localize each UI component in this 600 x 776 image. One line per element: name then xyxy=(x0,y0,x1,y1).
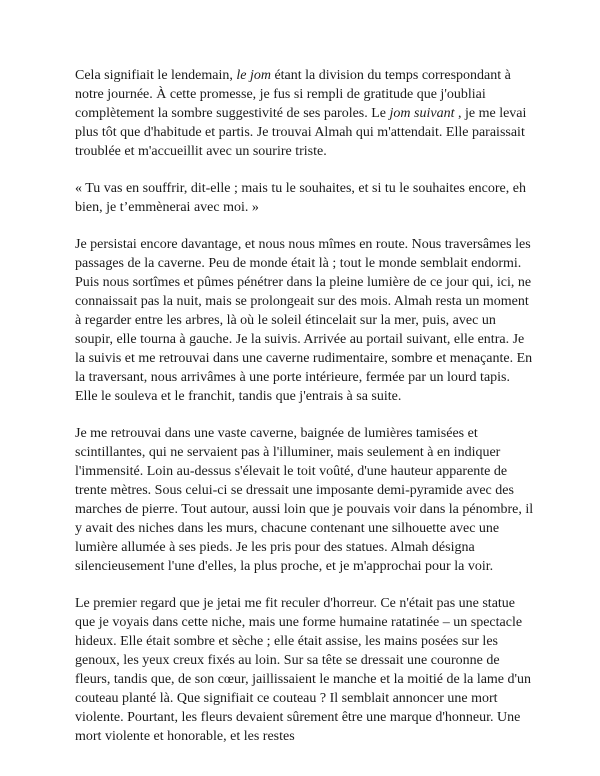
paragraph-1 xyxy=(75,66,535,161)
text-run: Je persistai encore davantage, et nous nous mîmes en route. Nous traversâmes les passages de la caverne. Peu de monde était là ; tout le monde semblait endormi. Puis nous sortîmes et pûmes pénétrer dans la pleine lumière de ce jour qui, ici, ne connaissait pas la nuit, mais se prolongeait sur des mois. Almah resta un moment à regarder entre les arbres, là où le soleil étincelait sur la mer, puis, avec un soupir, elle tourna à gauche. Je la suivis. Arrivée au portail suivant, elle entra. Je la suivis et me retrouvai dans une caverne rudimentaire, sombre et menaçante. En la traversant, nous arrivâmes à une porte intérieure, fermée par un lourd tapis. Elle le souleva et le franchit, tandis que j'entrais à sa suite. xyxy=(75,237,533,404)
italic-term-le-jom: le jom xyxy=(236,68,271,83)
paragraph-4 xyxy=(75,424,535,576)
paragraph-2-dialogue xyxy=(75,179,535,217)
text-run: Je me retrouvai dans une vaste caverne, baignée de lumières tamisées et scintillantes, qui ne servaient pas à l'illuminer, mais seulement à en indiquer l'immensité. Loin au-dessus s'élevait le toit voûté, d'une hauteur apparente de trente mètres. Sous celui-ci se dressait une imposante demi-pyramide avec des marches de pierre. Tout autour, aussi loin que je pouvais voir dans la pénombre, il y avait des niches dans les murs, chacune contenant une silhouette avec une lumière allumée à ses pieds. Je les pris pour des statues. Almah désigna silencieusement l'une d'elles, la plus proche, et je m'approchai pour la voir. xyxy=(75,426,534,574)
italic-term-jom-suivant: jom suivant xyxy=(389,106,455,121)
paragraph-3 xyxy=(75,235,535,406)
paragraph-5 xyxy=(75,594,535,746)
text-run: , je me levai plus tôt que d'habitude et partis. Je trouvai Almah qui m'attendait. Elle paraissait troublée et m'accueillit avec un sourire triste. xyxy=(75,106,527,159)
text-run: Cela signifiait le lendemain, xyxy=(75,68,237,83)
text-run: « Tu vas en souffrir, dit-elle ; mais tu le souhaites, et si tu le souhaites encore, eh bien, je t’emmènerai avec moi. » xyxy=(75,181,526,215)
text-run: étant la division du temps correspondant à notre journée. À cette promesse, je fus si rempli de gratitude que j'oubliai complètement la sombre suggestivité de ses paroles. Le xyxy=(75,68,511,121)
document-page xyxy=(75,66,535,764)
text-run: Le premier regard que je jetai me fit reculer d'horreur. Ce n'était pas une statue que je voyais dans cette niche, mais une forme humaine ratatinée – un spectacle hideux. Elle était sombre et sèche ; elle était assise, les mains posées sur les genoux, les yeux creux fixés au loin. Sur sa tête se dressait une couronne de fleurs, tandis que, de son cœur, jaillissaient le manche et la moitié de la lame d'un couteau planté là. Que signifiait ce couteau ? Il semblait annoncer une mort violente. Pourtant, les fleurs devaient sûrement être une marque d'honneur. Une mort violente et honorable, et les restes xyxy=(75,596,532,744)
